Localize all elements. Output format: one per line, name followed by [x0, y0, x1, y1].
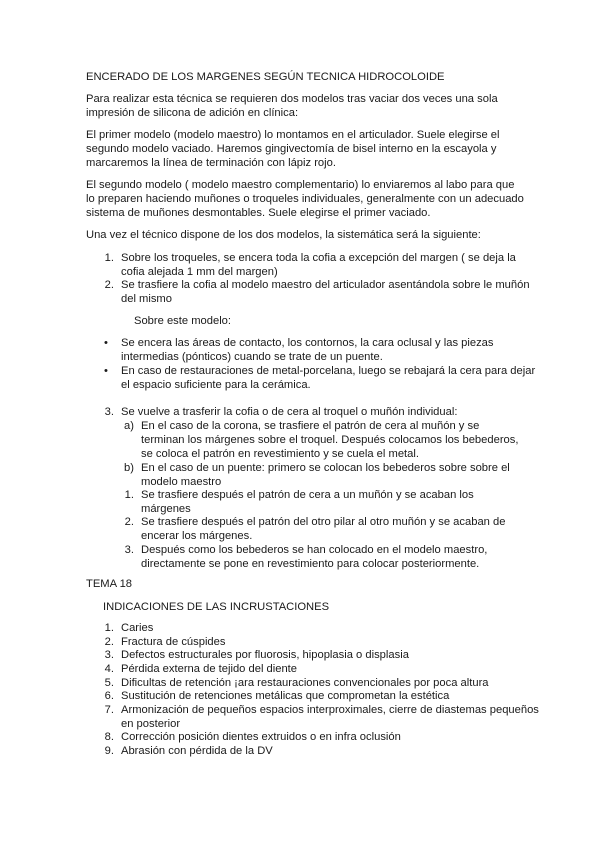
paragraph-first-model: El primer modelo (modelo maestro) lo montamos en el articulador. Suele elegirse el segundo modelo vaciado. Haremos gingivectomía de bisel interno en la escayola y marcaremos la línea de terminación con lápiz rojo.	[86, 129, 500, 170]
list-item-text: Después como los bebederos se han colocado en el modelo maestro, directamente se pone en revestimiento para colocar posteriormente.	[141, 544, 488, 571]
paragraph-systematic: Una vez el técnico dispone de los dos modelos, la sistemática será la siguiente:	[86, 229, 481, 241]
list-item-text: Dificultas de retención ¡ara restauraciones convencionales por poca altura	[121, 677, 489, 689]
list-number: 3.	[124, 544, 134, 556]
list-number: 2.	[104, 279, 114, 291]
bullet-icon: •	[104, 365, 108, 377]
list-item-text: Fractura de cúspides	[121, 636, 226, 648]
list-item-text: En el caso de un puente: primero se colocan los bebederos sobre sobre el modelo maestro	[141, 462, 510, 489]
subheading-model: Sobre este modelo:	[134, 315, 232, 327]
list-letter: a)	[124, 420, 134, 432]
list-item-text: Sustitución de retenciones metálicas que comprometan la estética	[121, 690, 450, 702]
list-item-text: En el caso de la corona, se trasfiere el patrón de cera al muñón y se terminan los márgenes sobre el troquel. Después colocamos los bebederos, se coloca el patrón en revestimiento y se cuela el metal.	[141, 420, 519, 461]
list-number: 1.	[104, 252, 114, 264]
list-item-text: Corrección posición dientes extruidos o en infra oclusión	[121, 731, 401, 743]
list-item-text: Se trasfiere después el patrón de cera a un muñón y se acaban los márgenes	[141, 489, 474, 516]
list-number: 9.	[104, 745, 114, 757]
section-heading: TEMA 18	[86, 578, 133, 590]
list-item-text: Caries	[121, 622, 154, 634]
list-item-text: Se vuelve a trasferir la cofia o de cera al troquel o muñón individual:	[121, 406, 458, 418]
list-number: 1.	[124, 489, 134, 501]
section-subheading: INDICACIONES DE LAS INCRUSTACIONES	[103, 601, 330, 613]
list-item-text: En caso de restauraciones de metal-porcelana, luego se rebajará la cera para dejar el espacio suficiente para la cerámica.	[121, 365, 536, 392]
list-item-text: Armonización de pequeños espacios interproximales, cierre de diastemas pequeños en posterior	[121, 704, 539, 731]
list-item-text: Se trasfiere después el patrón del otro pilar al otro muñón y se acaban de encerar los márgenes.	[141, 516, 506, 543]
list-number: 3.	[104, 649, 114, 661]
list-number: 8.	[104, 731, 114, 743]
bullet-icon: •	[104, 337, 108, 349]
list-item-text: Sobre los troqueles, se encera toda la cofia a excepción del margen ( se deja la cofia alejada 1 mm del margen)	[121, 252, 516, 279]
list-number: 7.	[104, 704, 114, 716]
list-number: 1.	[104, 622, 114, 634]
list-item-text: Se trasfiere la cofia al modelo maestro del articulador asentándola sobre le muñón del mismo	[121, 279, 530, 306]
list-item-text: Abrasión con pérdida de la DV	[121, 745, 273, 757]
list-number: 2.	[104, 636, 114, 648]
paragraph-intro: Para realizar esta técnica se requieren dos modelos tras vaciar dos veces una sola impresión de silicona de adición en clínica:	[86, 93, 498, 120]
list-number: 6.	[104, 690, 114, 702]
list-number: 5.	[104, 677, 114, 689]
list-item-text: Defectos estructurales por fluorosis, hipoplasia o displasia	[121, 649, 409, 661]
list-item-text: Pérdida externa de tejido del diente	[121, 663, 298, 675]
list-number: 3.	[104, 406, 114, 418]
list-number: 2.	[124, 516, 134, 528]
document-title: ENCERADO DE LOS MARGENES SEGÚN TECNICA HIDROCOLOIDE	[86, 71, 445, 83]
list-item-text: Se encera las áreas de contacto, los contornos, la cara oclusal y las piezas intermedias (pónticos) cuando se trate de un puente.	[121, 337, 494, 364]
list-number: 4.	[104, 663, 114, 675]
list-letter: b)	[124, 462, 134, 474]
paragraph-second-model: El segundo modelo ( modelo maestro complementario) lo enviaremos al labo para que lo preparen haciendo muñones o troqueles individuales, generalmente con un adecuado sistema de muñones desmontables. Suele elegirse el primer vaciado.	[86, 179, 524, 220]
